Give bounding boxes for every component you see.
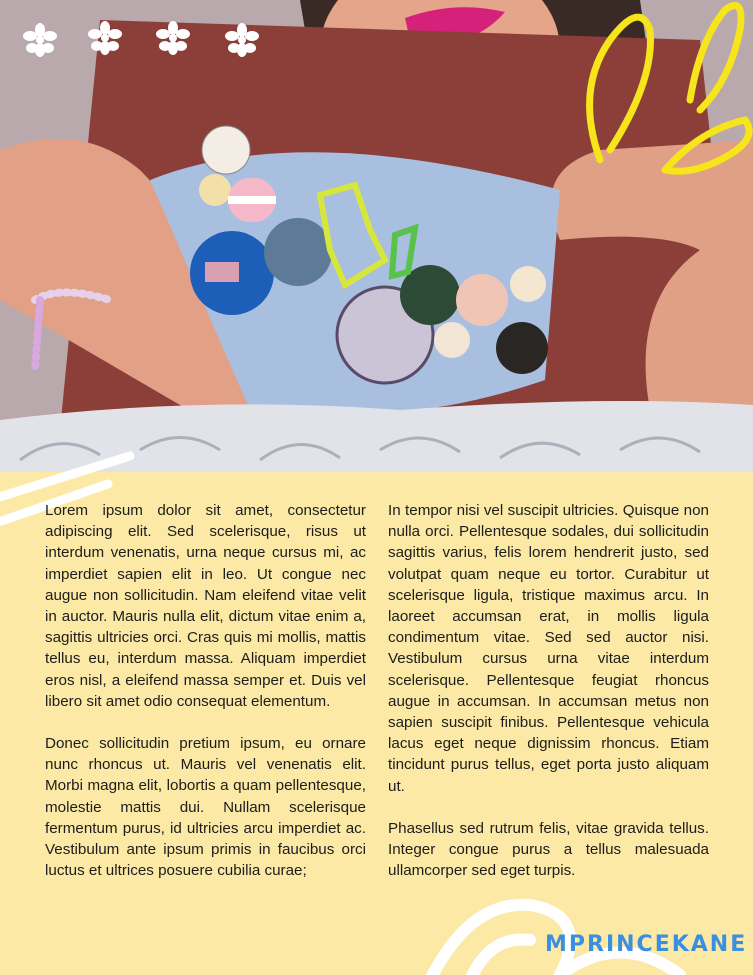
photo-pin	[510, 266, 546, 302]
paragraph: Phasellus sed rutrum felis, vitae gravida tellus. Integer congue purus a tellus malesuada ullamcorper sed eget turpis.	[388, 819, 709, 880]
photo-bracelet	[35, 300, 40, 370]
photo-pin-stripe	[228, 196, 276, 204]
photo-pin	[199, 174, 231, 206]
photo-pin	[202, 126, 250, 174]
hero-photo	[0, 0, 753, 472]
right-column	[388, 500, 709, 902]
photo-illustration	[0, 0, 753, 472]
photo-pin	[456, 274, 508, 326]
paragraph: In tempor nisi vel suscipit ultricies. Quisque non nulla orci. Pellentesque sodales, dui sollicitudin sagittis varius, felis lorem hendrerit justo, sed volutpat quam neque eu tortor. Curabitur ut scelerisque ligula, tristique maximus arcu. In laoreet accumsan erat, in mollis ligula condimentum vitae. Sed sed auctor nisi. Vestibulum cursus urna vitae interdum scelerisque. Pellentesque feugiat rhoncus augue in accumsan. In accumsan metus non sapien suscipit finibus. Pellentesque vehicula lacus eget neque dignissim rhoncus. Etiam tincidunt purus tellus, eget porta justo aliquam ut.	[388, 502, 709, 795]
photo-pin	[264, 218, 332, 286]
paragraph: Donec sollicitudin pretium ipsum, eu ornare nunc rhoncus ut. Mauris vel venenatis elit. Morbi magna elit, lobortis a quam pellentesque, molestie mattis dui. Nullam scelerisque fermentum purus, id ultricies arcu imperdiet ac. Vestibulum ante ipsum primis in faucibus orci luctus et ultrices posuere cubilia curae;	[45, 735, 366, 880]
photo-pin	[496, 322, 548, 374]
photo-pin	[434, 322, 470, 358]
left-column	[45, 500, 366, 902]
photo-pin-cat	[205, 262, 239, 282]
paragraph: Lorem ipsum dolor sit amet, consectetur adipiscing elit. Sed scelerisque, risus ut interdum venenatis, urna neque cursus mi, ac imperdiet sapien elit in leo. Ut congue nec augue non sollicitudin. Nam eleifend vitae velit in auctor. Mauris nulla elit, dictum vitae enim a, sagittis ultricies orci. Cras quis mi mollis, mattis tellus eu, interdum massa. Aliquam imperdiet eros nisl, a eleifend massa semper et. Duis vel libero sit amet odio consequat elementum.	[45, 502, 366, 710]
brand-signature: MPRINCEKANE	[545, 932, 748, 957]
photo-bedsheet	[0, 401, 753, 472]
